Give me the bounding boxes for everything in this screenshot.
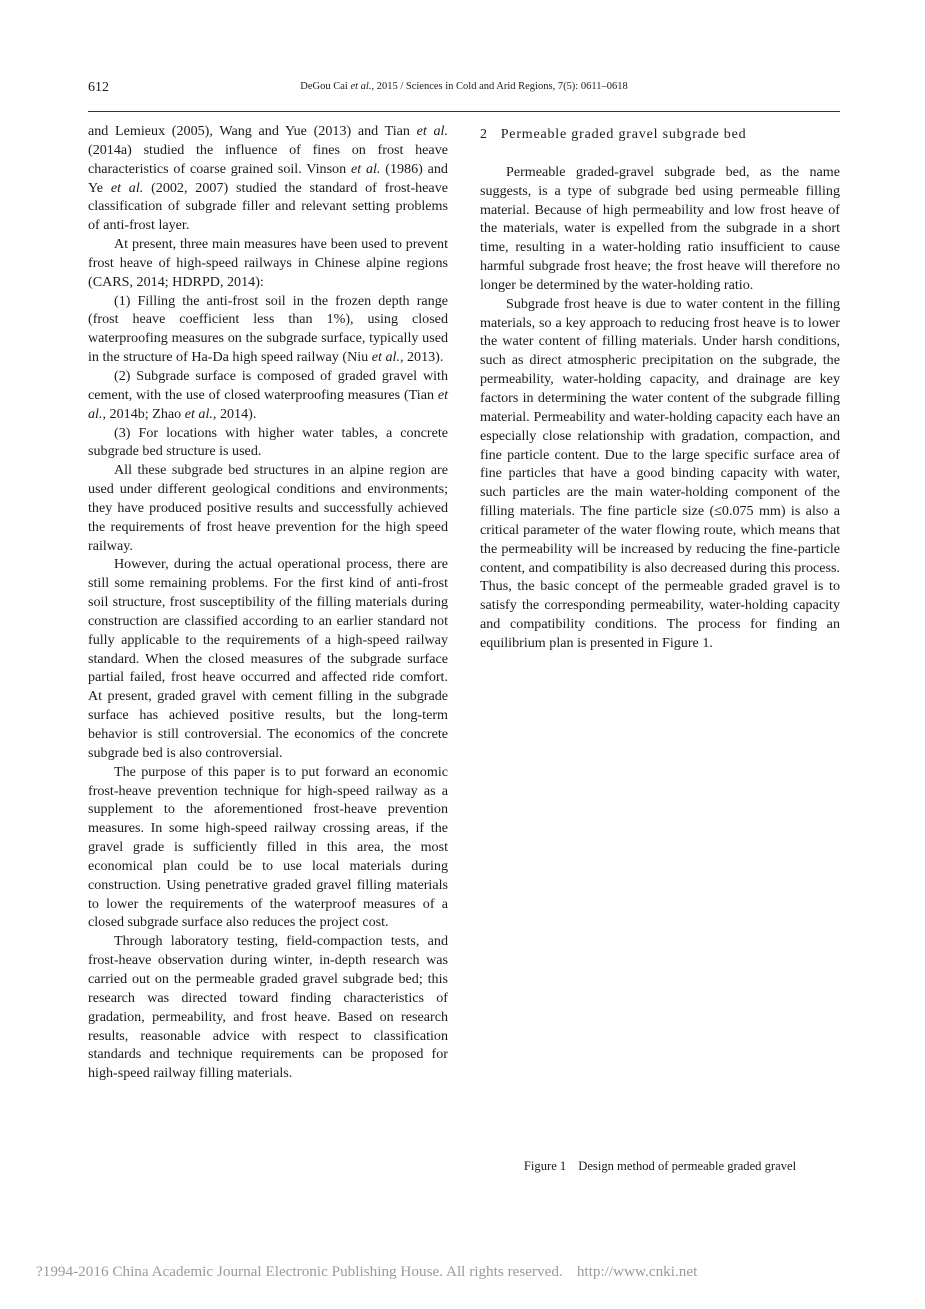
paragraph: (3) For locations with higher water tables, a concrete subgrade bed structure is used. bbox=[88, 424, 448, 460]
copyright-text: ?1994-2016 China Academic Journal Electronic Publishing House. All rights reserved. bbox=[36, 1263, 563, 1280]
running-head bbox=[88, 81, 840, 92]
text-run: (2002, 2007) studied the standard of frost-heave classification of subgrade filler and relevant setting problems of anti-frost layer. bbox=[88, 179, 448, 234]
figure-caption bbox=[480, 1159, 840, 1174]
figure-label: Figure 1 bbox=[523, 1159, 567, 1173]
text-run: (1) Filling the anti-frost soil in the frozen depth range (frost heave coefficient less than 1%), using closed waterproofing measures on the subgrade surface, typically used in the structure of Ha-Da high speed railway (Niu bbox=[88, 292, 448, 366]
section-heading bbox=[480, 126, 840, 145]
paragraph: Through laboratory testing, field-compaction tests, and frost-heave observation during winter, in-depth research was carried out on the permeable graded gravel subgrade bed; this research was directed toward finding characteristics of gradation, permeability, and frost heave. Based on research results, reasonable advice with respect to classification standards and technique requirements can be proposed for high-speed railway filling materials. bbox=[88, 933, 448, 1082]
footer bbox=[36, 1263, 796, 1281]
text-run: (1986) and Ye bbox=[88, 160, 448, 196]
italic-run: et al. bbox=[371, 349, 400, 366]
page-number: 612 bbox=[88, 80, 109, 95]
italic-run: et al. bbox=[416, 123, 448, 139]
paragraph bbox=[88, 122, 448, 235]
header-rule bbox=[88, 111, 840, 112]
running-head-authors: DeGou Cai bbox=[300, 81, 351, 92]
right-column bbox=[480, 122, 840, 653]
text-run: , 2013). bbox=[399, 349, 444, 366]
text-run: , 2014). bbox=[212, 405, 257, 422]
footer-link[interactable]: http://www.cnki.net bbox=[576, 1263, 698, 1280]
text-run: (2014a) studied the influence of fines on frost heave characteristics of coarse grained soil. Vinson bbox=[88, 141, 448, 177]
figure-caption-text: Design method of permeable graded gravel bbox=[578, 1159, 797, 1173]
paragraph bbox=[88, 367, 448, 424]
paragraph: All these subgrade bed structures in an alpine region are used under different geological conditions and environments; they have produced positive results and successfully achieved the requirements of frost heave prevention for the high speed railway. bbox=[88, 462, 448, 554]
paragraph: Permeable graded-gravel subgrade bed, as the name suggests, is a type of subgrade bed using permeable filling material. Because of high permeability and low frost heave of the materials, water is expelled from the subgrade in a short time, resulting in a water-holding ratio insufficient to cause harmful subgrade frost heave; the frost heave will therefore no longer be determined by the water-holding ratio. bbox=[480, 163, 840, 293]
italic-run: et al. bbox=[184, 405, 213, 422]
text-run: , 2014b; Zhao bbox=[102, 405, 185, 422]
section-number: 2 bbox=[480, 127, 488, 142]
running-head-etal: et al. bbox=[350, 81, 372, 92]
page-header bbox=[88, 76, 840, 112]
paragraph: The purpose of this paper is to put forward an economic frost-heave prevention technique for high-speed railway as a supplement to the aforementioned frost-heave prevention measures. In some high-speed railway crossing areas, if the gravel grade is sufficiently filled in this area, the most economical plan could be to use local materials during construction. Using penetrative graded gravel filling materials to lower the requirements of the waterproof measures of a closed subgrade surface also reduces the project cost. bbox=[88, 763, 448, 931]
text-run: (2) Subgrade surface is composed of graded gravel with cement, with the use of closed waterproofing measures (Tian bbox=[88, 367, 448, 403]
italic-run: et al. bbox=[110, 179, 144, 196]
italic-run: et al. bbox=[88, 386, 448, 422]
text-run: and Lemieux (2005), Wang and Yue (2013) and Tian bbox=[88, 123, 417, 139]
section-title: Permeable graded gravel subgrade bed bbox=[500, 127, 747, 142]
italic-run: et al. bbox=[350, 160, 381, 177]
running-head-citation: , 2015 / Sciences in Cold and Arid Regions, 7(5): 0611–0618 bbox=[371, 81, 628, 92]
paragraph bbox=[88, 292, 448, 367]
left-column bbox=[88, 122, 448, 1083]
paragraph: At present, three main measures have been used to prevent frost heave of high-speed railways in Chinese alpine regions (CARS, 2014; HDRPD, 2014): bbox=[88, 236, 448, 290]
paragraph: However, during the actual operational process, there are still some remaining problems. For the first kind of anti-frost soil structure, frost susceptibility of the filling materials during construction are classified according to an earlier standard not fully applicable to the requirements of a high-speed railway standard. When the closed measures of the subgrade surface partial failed, frost heave occurred and affected ride comfort. At present, graded gravel with cement filling in the subgrade surface has achieved positive results, but the long-term behavior is still controversial. The economics of the concrete subgrade bed is also controversial. bbox=[88, 556, 448, 761]
paragraph: Subgrade frost heave is due to water content in the filling materials, so a key approach to reducing frost heave is to lower the water content of filling materials. Under harsh conditions, such as direct atmospheric precipitation on the subgrade, the permeability, water-holding capacity, and drainage are key factors in determining the water content of the subgrade filling material. Permeability and water-holding capacity each have an especially close relationship with gradation, compaction, and fine particle content. Due to the large specific surface area of fine particles that have a good binding capacity with water, such particles are the main water-holding component of the filling materials. The fine particle size (≤0.075 mm) is also a critical parameter of the water flowing route, which means that the permeability will be increased by reducing the fine-particle content, and compatibility is also decreased during this process. Thus, the basic concept of the permeable graded gravel is to satisfy the corresponding permeability, water-holding capacity and compatibility conditions. The process for finding an equilibrium plan is presented in Figure 1. bbox=[480, 295, 840, 651]
